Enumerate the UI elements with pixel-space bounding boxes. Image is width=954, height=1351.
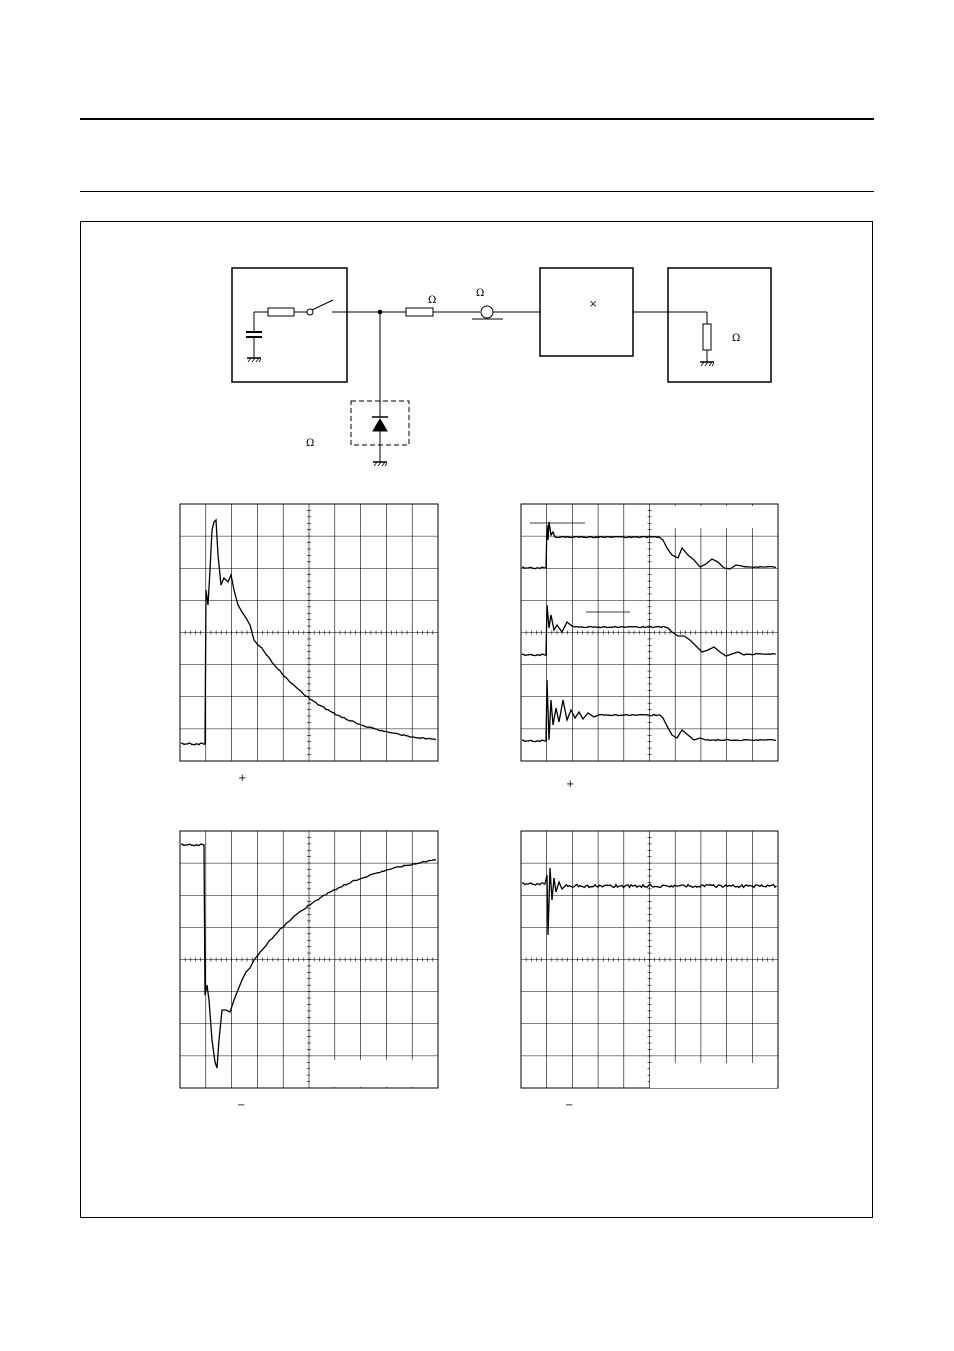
switch-arm [312, 300, 333, 310]
scope-plot-positive-left [180, 504, 438, 761]
diode-icon [373, 419, 387, 431]
coax-icon [481, 306, 493, 318]
scope-plot-negative-left [180, 831, 438, 1088]
minus-label-right: − [565, 1100, 574, 1111]
generator-resistor [268, 308, 294, 316]
ground-icon [700, 362, 714, 366]
scope-readout-area [310, 1060, 437, 1087]
load-ohm-label: Ω [732, 333, 741, 344]
minus-label-left: − [237, 1100, 246, 1111]
ground-icon [373, 462, 387, 466]
attenuator-multiply-label: × [589, 299, 598, 310]
scope-readout-area [650, 1063, 777, 1088]
load-resistor [703, 324, 711, 350]
oscilloscope-box [668, 268, 771, 382]
resistor-ohm-label: Ω [428, 295, 437, 306]
plus-label-right: + [566, 779, 575, 790]
esd-generator-box [232, 268, 347, 382]
trace-negative-pulse [181, 844, 436, 1068]
scope-plot-positive-right [521, 504, 778, 761]
test-circuit [232, 268, 771, 466]
series-resistor [406, 308, 433, 316]
protection-ohm-label: Ω [306, 438, 315, 449]
coax-ohm-label: Ω [476, 288, 485, 299]
scope-plot-negative-right [521, 831, 778, 1088]
attenuator-box [540, 268, 633, 356]
trace-clamp-2 [522, 605, 776, 656]
trace-clamp-3 [522, 680, 776, 742]
plus-label-left: + [238, 773, 247, 784]
ground-icon [247, 358, 261, 362]
scope-readout-area [655, 506, 777, 528]
